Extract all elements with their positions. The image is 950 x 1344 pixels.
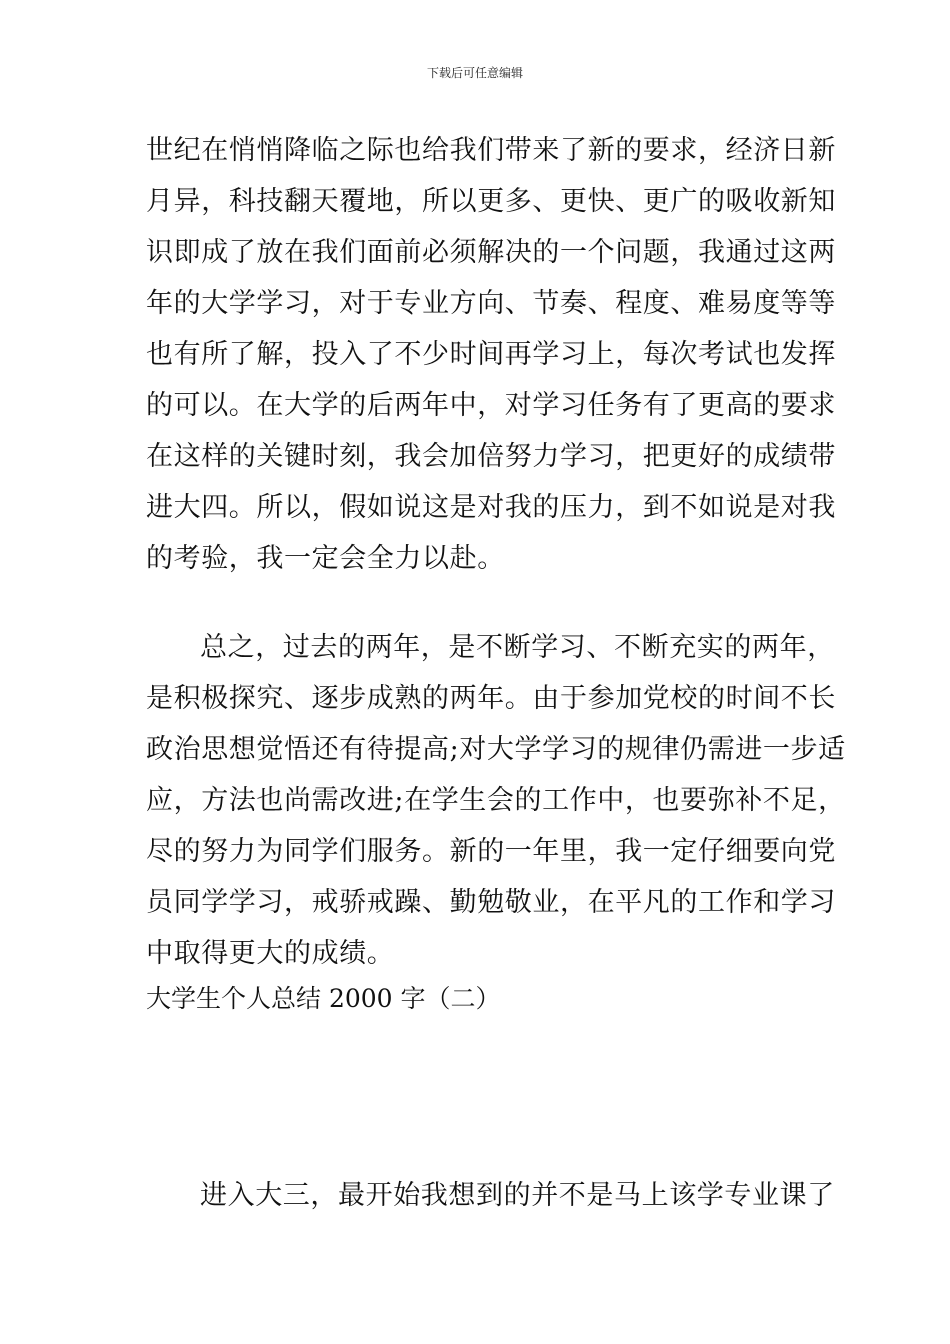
paragraph-1 <box>146 125 836 584</box>
text-line: 在这样的关键时刻，我会加倍努力学习，把更好的成绩带 <box>146 441 836 472</box>
paragraph-3 <box>146 1170 835 1221</box>
text-line: 年的大学学习，对于专业方向、节奏、程度、难易度等等 <box>146 288 836 319</box>
text-line: 进大四。所以，假如说这是对我的压力，到不如说是对我 <box>146 492 836 523</box>
text-line: 员同学学习，戒骄戒躁、勤勉敬业，在平凡的工作和学习 <box>146 887 836 918</box>
section-title-block <box>146 973 806 1024</box>
text-line: 是积极探究、逐步成熟的两年。由于参加党校的时间不长 <box>146 683 836 714</box>
text-line: 的考验，我一定会全力以赴。 <box>146 543 505 574</box>
text-line: 月异，科技翻天覆地，所以更多、更快、更广的吸收新知 <box>146 186 836 217</box>
text-line: 中取得更大的成绩。 <box>146 938 395 969</box>
text-line: 政治思想觉悟还有待提高;对大学学习的规律仍需进一步适 <box>146 734 846 765</box>
text-line: 世纪在悄悄降临之际也给我们带来了新的要求，经济日新 <box>146 135 836 166</box>
page-header: 下载后可任意编辑 <box>426 66 523 80</box>
text-line: 进入大三，最开始我想到的并不是马上该学专业课了 <box>200 1180 835 1211</box>
text-line: 尽的努力为同学们服务。新的一年里，我一定仔细要向党 <box>146 836 836 867</box>
paragraph-2 <box>146 622 846 979</box>
section-title: 大学生个人总结 2000 字（二） <box>146 984 501 1013</box>
text-line: 应，方法也尚需改进;在学生会的工作中，也要弥补不足， <box>146 785 846 816</box>
text-line: 也有所了解，投入了不少时间再学习上，每次考试也发挥 <box>146 339 836 370</box>
text-line: 识即成了放在我们面前必须解决的一个问题，我通过这两 <box>146 237 836 268</box>
text-line: 总之，过去的两年，是不断学习、不断充实的两年， <box>200 632 835 663</box>
text-line: 的可以。在大学的后两年中，对学习任务有了更高的要求 <box>146 390 836 421</box>
